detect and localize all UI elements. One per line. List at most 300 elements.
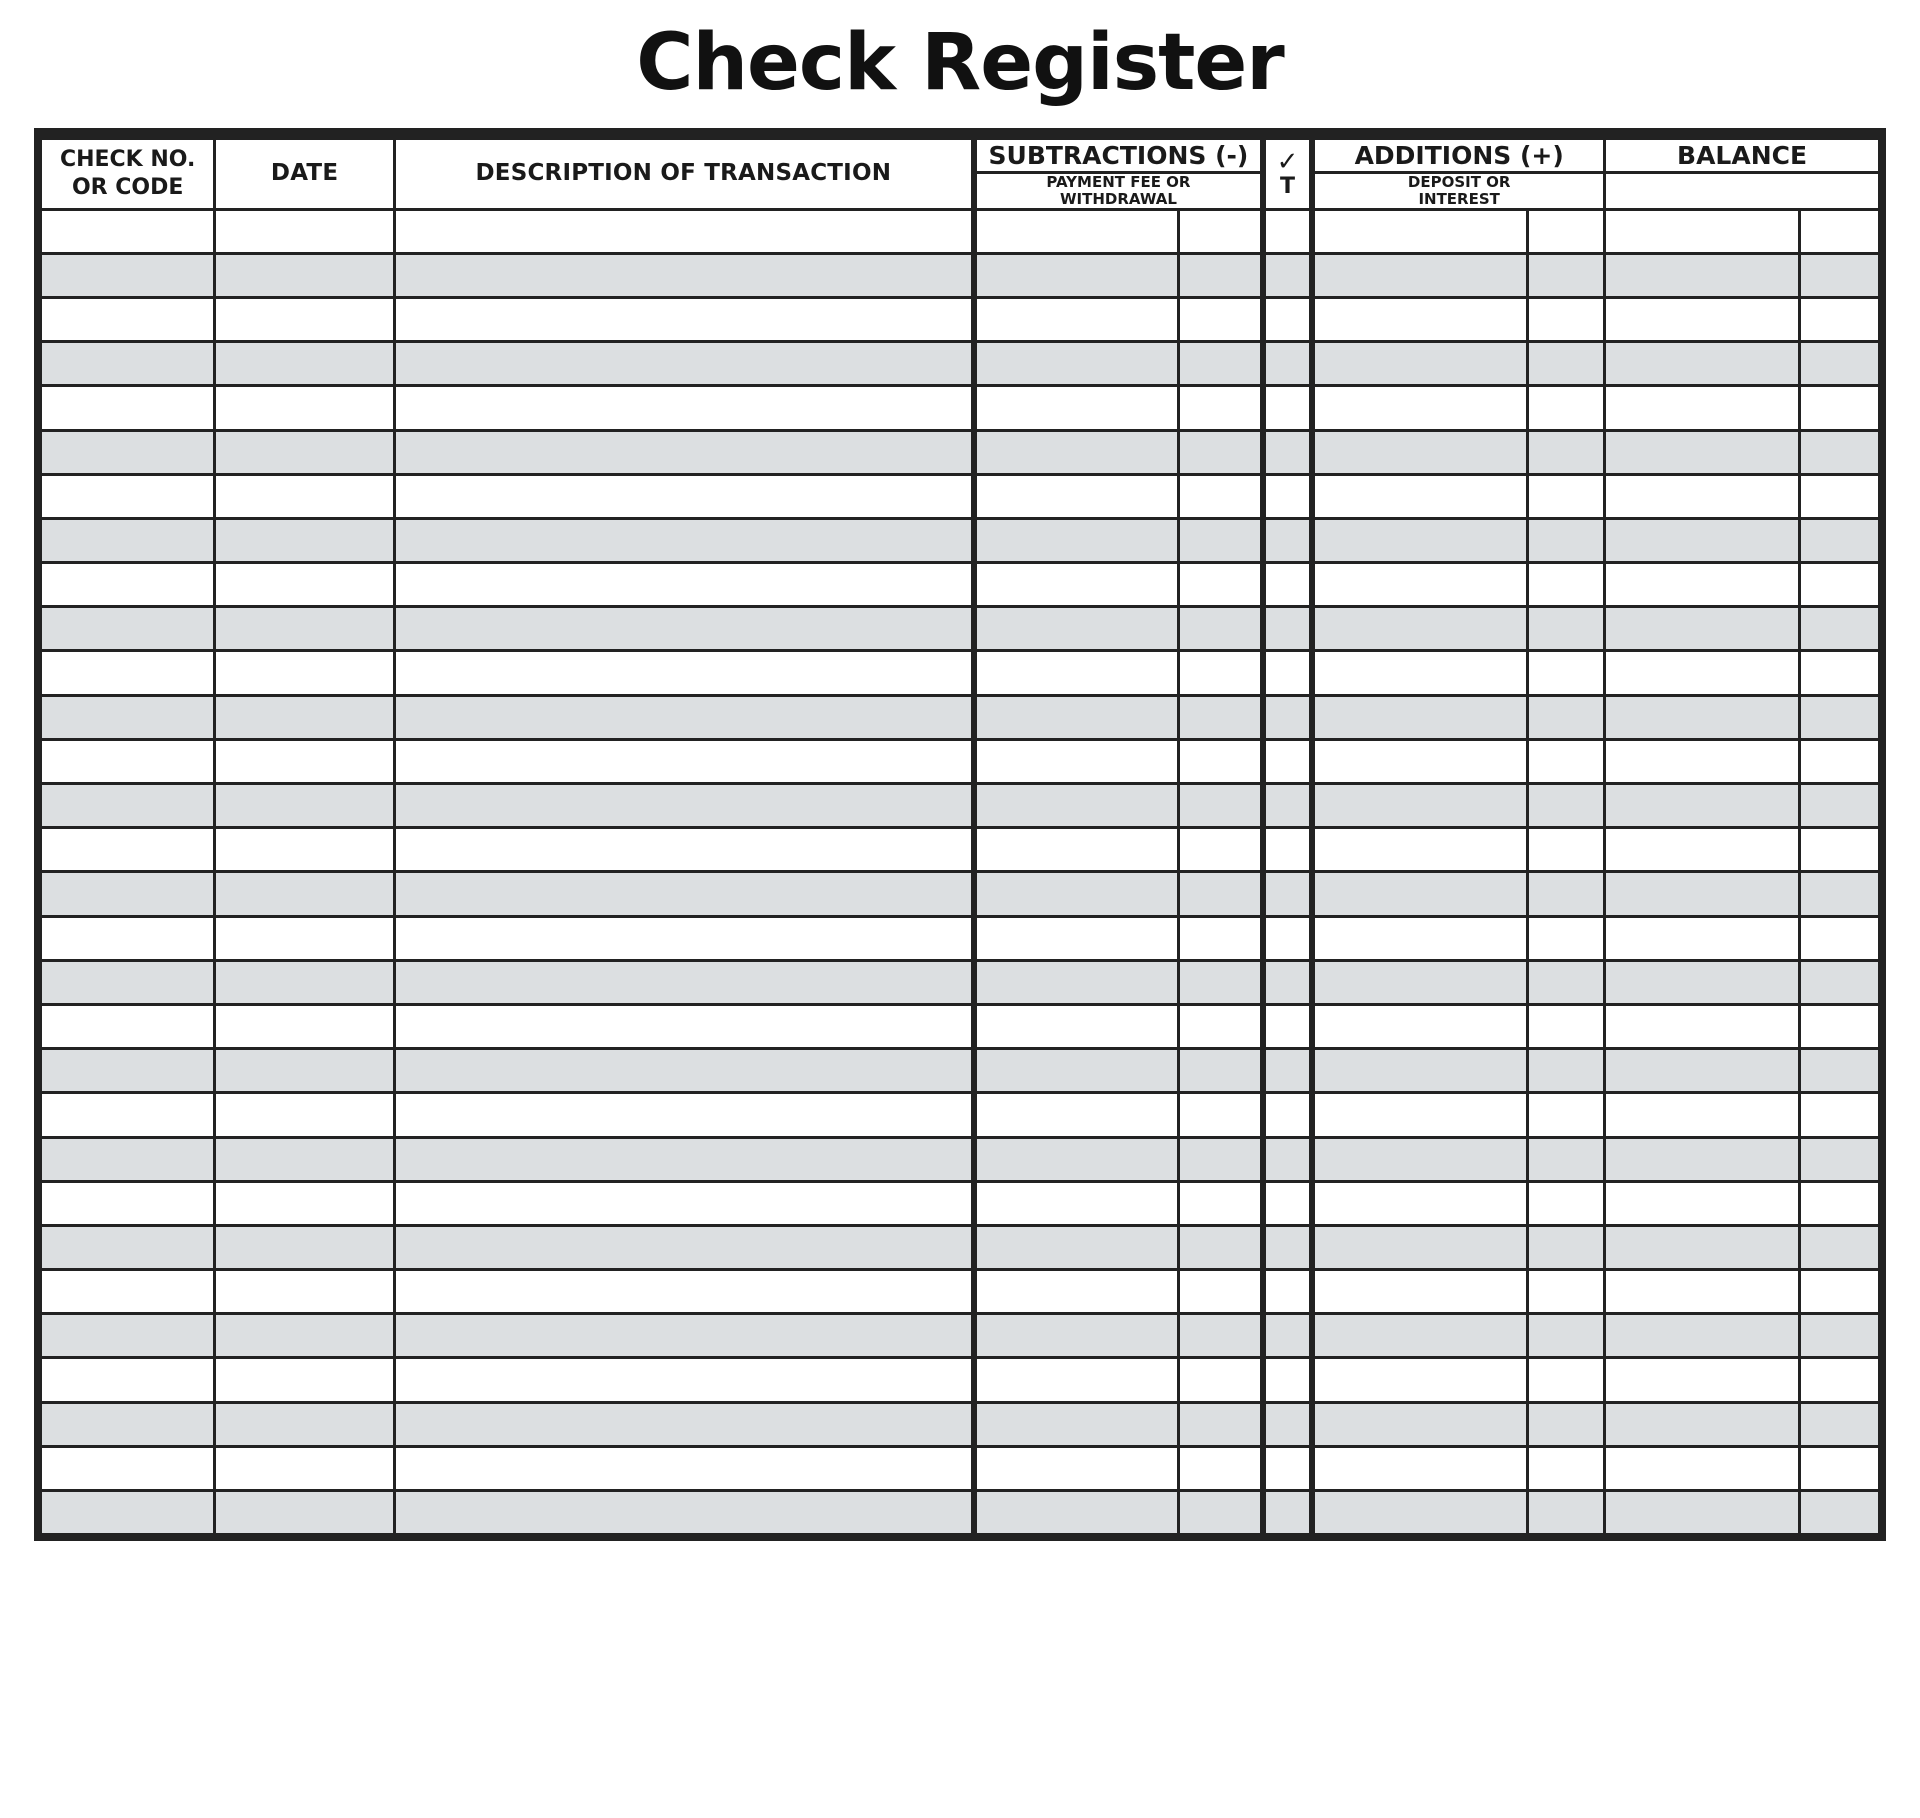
row-cell-tick[interactable] — [1263, 563, 1312, 607]
row-cell-check-no[interactable] — [41, 695, 215, 739]
row-cell-check-no[interactable] — [41, 209, 215, 253]
row-cell-tick[interactable] — [1263, 695, 1312, 739]
row-cell-balance-dollars[interactable] — [1605, 1491, 1800, 1535]
row-cell-check-no[interactable] — [41, 1093, 215, 1137]
row-cell-balance-cents[interactable] — [1799, 960, 1879, 1004]
row-cell-date[interactable] — [215, 430, 394, 474]
row-cell-payment-cents[interactable] — [1179, 695, 1263, 739]
row-cell-deposit-dollars[interactable] — [1312, 695, 1527, 739]
row-cell-deposit-dollars[interactable] — [1312, 1004, 1527, 1048]
row-cell-tick[interactable] — [1263, 1314, 1312, 1358]
row-cell-description[interactable] — [394, 297, 973, 341]
row-cell-deposit-cents[interactable] — [1528, 607, 1605, 651]
row-cell-balance-cents[interactable] — [1799, 916, 1879, 960]
row-cell-check-no[interactable] — [41, 563, 215, 607]
row-cell-description[interactable] — [394, 1270, 973, 1314]
row-cell-date[interactable] — [215, 1049, 394, 1093]
row-cell-deposit-dollars[interactable] — [1312, 563, 1527, 607]
row-cell-balance-cents[interactable] — [1799, 784, 1879, 828]
row-cell-tick[interactable] — [1263, 1093, 1312, 1137]
row-cell-balance-cents[interactable] — [1799, 607, 1879, 651]
row-cell-check-no[interactable] — [41, 607, 215, 651]
row-cell-deposit-dollars[interactable] — [1312, 430, 1527, 474]
row-cell-balance-cents[interactable] — [1799, 739, 1879, 783]
row-cell-payment-dollars[interactable] — [974, 1446, 1179, 1490]
row-cell-date[interactable] — [215, 209, 394, 253]
row-cell-payment-dollars[interactable] — [974, 607, 1179, 651]
table-row[interactable] — [41, 1314, 1880, 1358]
row-cell-balance-cents[interactable] — [1799, 695, 1879, 739]
row-cell-description[interactable] — [394, 563, 973, 607]
row-cell-check-no[interactable] — [41, 1358, 215, 1402]
row-cell-payment-cents[interactable] — [1179, 1225, 1263, 1269]
row-cell-description[interactable] — [394, 342, 973, 386]
table-row[interactable] — [41, 209, 1880, 253]
row-cell-tick[interactable] — [1263, 253, 1312, 297]
row-cell-tick[interactable] — [1263, 1402, 1312, 1446]
row-cell-check-no[interactable] — [41, 739, 215, 783]
table-row[interactable] — [41, 386, 1880, 430]
row-cell-balance-dollars[interactable] — [1605, 739, 1800, 783]
row-cell-balance-cents[interactable] — [1799, 209, 1879, 253]
row-cell-deposit-dollars[interactable] — [1312, 1446, 1527, 1490]
row-cell-date[interactable] — [215, 695, 394, 739]
row-cell-tick[interactable] — [1263, 209, 1312, 253]
row-cell-balance-dollars[interactable] — [1605, 1049, 1800, 1093]
row-cell-balance-dollars[interactable] — [1605, 960, 1800, 1004]
row-cell-tick[interactable] — [1263, 916, 1312, 960]
row-cell-deposit-cents[interactable] — [1528, 474, 1605, 518]
row-cell-payment-dollars[interactable] — [974, 1093, 1179, 1137]
row-cell-tick[interactable] — [1263, 784, 1312, 828]
row-cell-tick[interactable] — [1263, 1491, 1312, 1535]
row-cell-balance-dollars[interactable] — [1605, 1402, 1800, 1446]
row-cell-payment-cents[interactable] — [1179, 1004, 1263, 1048]
row-cell-date[interactable] — [215, 739, 394, 783]
row-cell-description[interactable] — [394, 430, 973, 474]
row-cell-tick[interactable] — [1263, 518, 1312, 562]
row-cell-deposit-dollars[interactable] — [1312, 253, 1527, 297]
row-cell-deposit-dollars[interactable] — [1312, 607, 1527, 651]
row-cell-description[interactable] — [394, 739, 973, 783]
row-cell-balance-dollars[interactable] — [1605, 386, 1800, 430]
row-cell-payment-cents[interactable] — [1179, 1270, 1263, 1314]
row-cell-balance-cents[interactable] — [1799, 563, 1879, 607]
row-cell-payment-dollars[interactable] — [974, 695, 1179, 739]
row-cell-balance-dollars[interactable] — [1605, 784, 1800, 828]
row-cell-payment-dollars[interactable] — [974, 342, 1179, 386]
row-cell-check-no[interactable] — [41, 342, 215, 386]
row-cell-deposit-dollars[interactable] — [1312, 1402, 1527, 1446]
row-cell-payment-dollars[interactable] — [974, 563, 1179, 607]
row-cell-description[interactable] — [394, 1446, 973, 1490]
row-cell-description[interactable] — [394, 1093, 973, 1137]
row-cell-tick[interactable] — [1263, 1358, 1312, 1402]
row-cell-deposit-cents[interactable] — [1528, 828, 1605, 872]
row-cell-deposit-dollars[interactable] — [1312, 1270, 1527, 1314]
row-cell-check-no[interactable] — [41, 253, 215, 297]
row-cell-check-no[interactable] — [41, 960, 215, 1004]
row-cell-tick[interactable] — [1263, 651, 1312, 695]
row-cell-payment-dollars[interactable] — [974, 1270, 1179, 1314]
row-cell-payment-dollars[interactable] — [974, 1137, 1179, 1181]
row-cell-date[interactable] — [215, 960, 394, 1004]
row-cell-balance-cents[interactable] — [1799, 518, 1879, 562]
row-cell-payment-cents[interactable] — [1179, 916, 1263, 960]
table-row[interactable] — [41, 872, 1880, 916]
row-cell-check-no[interactable] — [41, 1004, 215, 1048]
row-cell-deposit-dollars[interactable] — [1312, 474, 1527, 518]
table-row[interactable] — [41, 1049, 1880, 1093]
row-cell-date[interactable] — [215, 342, 394, 386]
row-cell-deposit-dollars[interactable] — [1312, 651, 1527, 695]
row-cell-check-no[interactable] — [41, 784, 215, 828]
table-row[interactable] — [41, 1358, 1880, 1402]
row-cell-payment-cents[interactable] — [1179, 1491, 1263, 1535]
table-row[interactable] — [41, 960, 1880, 1004]
row-cell-date[interactable] — [215, 474, 394, 518]
row-cell-check-no[interactable] — [41, 1225, 215, 1269]
table-row[interactable] — [41, 342, 1880, 386]
row-cell-deposit-dollars[interactable] — [1312, 209, 1527, 253]
row-cell-deposit-dollars[interactable] — [1312, 1358, 1527, 1402]
row-cell-balance-dollars[interactable] — [1605, 828, 1800, 872]
row-cell-deposit-cents[interactable] — [1528, 1137, 1605, 1181]
row-cell-payment-cents[interactable] — [1179, 253, 1263, 297]
row-cell-deposit-dollars[interactable] — [1312, 1491, 1527, 1535]
row-cell-deposit-cents[interactable] — [1528, 253, 1605, 297]
row-cell-description[interactable] — [394, 1004, 973, 1048]
row-cell-payment-dollars[interactable] — [974, 518, 1179, 562]
row-cell-balance-dollars[interactable] — [1605, 916, 1800, 960]
row-cell-balance-dollars[interactable] — [1605, 607, 1800, 651]
table-row[interactable] — [41, 784, 1880, 828]
row-cell-tick[interactable] — [1263, 430, 1312, 474]
row-cell-deposit-dollars[interactable] — [1312, 1093, 1527, 1137]
row-cell-payment-cents[interactable] — [1179, 297, 1263, 341]
row-cell-balance-cents[interactable] — [1799, 1402, 1879, 1446]
row-cell-deposit-cents[interactable] — [1528, 1270, 1605, 1314]
row-cell-date[interactable] — [215, 1004, 394, 1048]
row-cell-payment-cents[interactable] — [1179, 209, 1263, 253]
row-cell-payment-dollars[interactable] — [974, 1491, 1179, 1535]
row-cell-check-no[interactable] — [41, 1446, 215, 1490]
table-row[interactable] — [41, 1137, 1880, 1181]
row-cell-deposit-dollars[interactable] — [1312, 1225, 1527, 1269]
row-cell-date[interactable] — [215, 784, 394, 828]
row-cell-payment-dollars[interactable] — [974, 430, 1179, 474]
row-cell-balance-dollars[interactable] — [1605, 430, 1800, 474]
row-cell-tick[interactable] — [1263, 1446, 1312, 1490]
row-cell-description[interactable] — [394, 1491, 973, 1535]
row-cell-deposit-dollars[interactable] — [1312, 872, 1527, 916]
table-row[interactable] — [41, 1270, 1880, 1314]
row-cell-description[interactable] — [394, 784, 973, 828]
row-cell-description[interactable] — [394, 209, 973, 253]
row-cell-balance-dollars[interactable] — [1605, 518, 1800, 562]
row-cell-deposit-dollars[interactable] — [1312, 518, 1527, 562]
row-cell-date[interactable] — [215, 253, 394, 297]
row-cell-date[interactable] — [215, 1402, 394, 1446]
row-cell-balance-cents[interactable] — [1799, 1181, 1879, 1225]
row-cell-deposit-cents[interactable] — [1528, 739, 1605, 783]
row-cell-balance-cents[interactable] — [1799, 1446, 1879, 1490]
row-cell-deposit-cents[interactable] — [1528, 1446, 1605, 1490]
row-cell-payment-dollars[interactable] — [974, 651, 1179, 695]
row-cell-tick[interactable] — [1263, 1270, 1312, 1314]
row-cell-balance-dollars[interactable] — [1605, 1137, 1800, 1181]
row-cell-deposit-cents[interactable] — [1528, 1491, 1605, 1535]
row-cell-date[interactable] — [215, 297, 394, 341]
row-cell-payment-cents[interactable] — [1179, 1137, 1263, 1181]
table-row[interactable] — [41, 607, 1880, 651]
row-cell-description[interactable] — [394, 253, 973, 297]
row-cell-balance-dollars[interactable] — [1605, 297, 1800, 341]
row-cell-balance-dollars[interactable] — [1605, 1004, 1800, 1048]
row-cell-description[interactable] — [394, 386, 973, 430]
row-cell-date[interactable] — [215, 1093, 394, 1137]
table-row[interactable] — [41, 739, 1880, 783]
row-cell-balance-cents[interactable] — [1799, 1137, 1879, 1181]
row-cell-payment-dollars[interactable] — [974, 784, 1179, 828]
row-cell-tick[interactable] — [1263, 1137, 1312, 1181]
row-cell-description[interactable] — [394, 1402, 973, 1446]
row-cell-balance-dollars[interactable] — [1605, 1446, 1800, 1490]
row-cell-balance-dollars[interactable] — [1605, 1181, 1800, 1225]
row-cell-payment-dollars[interactable] — [974, 474, 1179, 518]
row-cell-balance-cents[interactable] — [1799, 1270, 1879, 1314]
row-cell-date[interactable] — [215, 916, 394, 960]
row-cell-deposit-cents[interactable] — [1528, 916, 1605, 960]
row-cell-payment-dollars[interactable] — [974, 1225, 1179, 1269]
row-cell-payment-dollars[interactable] — [974, 1314, 1179, 1358]
row-cell-deposit-dollars[interactable] — [1312, 784, 1527, 828]
row-cell-deposit-dollars[interactable] — [1312, 1181, 1527, 1225]
row-cell-date[interactable] — [215, 386, 394, 430]
row-cell-check-no[interactable] — [41, 651, 215, 695]
table-row[interactable] — [41, 651, 1880, 695]
row-cell-check-no[interactable] — [41, 386, 215, 430]
row-cell-payment-cents[interactable] — [1179, 1402, 1263, 1446]
row-cell-date[interactable] — [215, 1491, 394, 1535]
row-cell-balance-cents[interactable] — [1799, 1491, 1879, 1535]
row-cell-description[interactable] — [394, 518, 973, 562]
table-row[interactable] — [41, 1446, 1880, 1490]
row-cell-tick[interactable] — [1263, 960, 1312, 1004]
row-cell-tick[interactable] — [1263, 607, 1312, 651]
row-cell-deposit-cents[interactable] — [1528, 1314, 1605, 1358]
row-cell-balance-cents[interactable] — [1799, 342, 1879, 386]
row-cell-balance-dollars[interactable] — [1605, 872, 1800, 916]
row-cell-deposit-dollars[interactable] — [1312, 342, 1527, 386]
row-cell-payment-cents[interactable] — [1179, 1049, 1263, 1093]
row-cell-payment-dollars[interactable] — [974, 739, 1179, 783]
row-cell-payment-cents[interactable] — [1179, 784, 1263, 828]
row-cell-check-no[interactable] — [41, 1270, 215, 1314]
row-cell-payment-dollars[interactable] — [974, 1004, 1179, 1048]
row-cell-payment-cents[interactable] — [1179, 474, 1263, 518]
row-cell-balance-cents[interactable] — [1799, 1358, 1879, 1402]
row-cell-deposit-dollars[interactable] — [1312, 386, 1527, 430]
row-cell-payment-cents[interactable] — [1179, 607, 1263, 651]
row-cell-description[interactable] — [394, 1358, 973, 1402]
row-cell-deposit-cents[interactable] — [1528, 1181, 1605, 1225]
row-cell-description[interactable] — [394, 1314, 973, 1358]
row-cell-description[interactable] — [394, 1181, 973, 1225]
row-cell-check-no[interactable] — [41, 828, 215, 872]
table-row[interactable] — [41, 297, 1880, 341]
row-cell-check-no[interactable] — [41, 1049, 215, 1093]
row-cell-balance-dollars[interactable] — [1605, 474, 1800, 518]
row-cell-tick[interactable] — [1263, 386, 1312, 430]
row-cell-payment-dollars[interactable] — [974, 828, 1179, 872]
row-cell-description[interactable] — [394, 651, 973, 695]
row-cell-payment-dollars[interactable] — [974, 1358, 1179, 1402]
table-row[interactable] — [41, 518, 1880, 562]
row-cell-balance-cents[interactable] — [1799, 297, 1879, 341]
table-row[interactable] — [41, 1402, 1880, 1446]
row-cell-check-no[interactable] — [41, 1137, 215, 1181]
table-row[interactable] — [41, 1225, 1880, 1269]
row-cell-payment-dollars[interactable] — [974, 209, 1179, 253]
row-cell-description[interactable] — [394, 1137, 973, 1181]
row-cell-date[interactable] — [215, 1358, 394, 1402]
row-cell-tick[interactable] — [1263, 1225, 1312, 1269]
row-cell-date[interactable] — [215, 1225, 394, 1269]
row-cell-check-no[interactable] — [41, 474, 215, 518]
row-cell-date[interactable] — [215, 1314, 394, 1358]
table-row[interactable] — [41, 1004, 1880, 1048]
row-cell-check-no[interactable] — [41, 916, 215, 960]
row-cell-balance-dollars[interactable] — [1605, 695, 1800, 739]
table-row[interactable] — [41, 430, 1880, 474]
row-cell-description[interactable] — [394, 474, 973, 518]
table-row[interactable] — [41, 1181, 1880, 1225]
row-cell-deposit-dollars[interactable] — [1312, 1137, 1527, 1181]
table-row[interactable] — [41, 474, 1880, 518]
row-cell-date[interactable] — [215, 828, 394, 872]
row-cell-balance-cents[interactable] — [1799, 386, 1879, 430]
row-cell-deposit-cents[interactable] — [1528, 784, 1605, 828]
row-cell-balance-dollars[interactable] — [1605, 563, 1800, 607]
table-row[interactable] — [41, 253, 1880, 297]
row-cell-payment-cents[interactable] — [1179, 1314, 1263, 1358]
table-row[interactable] — [41, 828, 1880, 872]
row-cell-check-no[interactable] — [41, 1314, 215, 1358]
row-cell-deposit-dollars[interactable] — [1312, 828, 1527, 872]
row-cell-balance-dollars[interactable] — [1605, 1358, 1800, 1402]
row-cell-deposit-cents[interactable] — [1528, 1049, 1605, 1093]
row-cell-check-no[interactable] — [41, 1402, 215, 1446]
row-cell-date[interactable] — [215, 563, 394, 607]
row-cell-check-no[interactable] — [41, 872, 215, 916]
row-cell-payment-dollars[interactable] — [974, 253, 1179, 297]
row-cell-payment-cents[interactable] — [1179, 342, 1263, 386]
row-cell-description[interactable] — [394, 916, 973, 960]
row-cell-description[interactable] — [394, 607, 973, 651]
row-cell-balance-dollars[interactable] — [1605, 209, 1800, 253]
row-cell-description[interactable] — [394, 828, 973, 872]
row-cell-payment-cents[interactable] — [1179, 1093, 1263, 1137]
row-cell-check-no[interactable] — [41, 297, 215, 341]
row-cell-deposit-cents[interactable] — [1528, 1225, 1605, 1269]
row-cell-balance-cents[interactable] — [1799, 1225, 1879, 1269]
row-cell-deposit-cents[interactable] — [1528, 209, 1605, 253]
row-cell-balance-dollars[interactable] — [1605, 1093, 1800, 1137]
row-cell-payment-dollars[interactable] — [974, 1402, 1179, 1446]
row-cell-payment-cents[interactable] — [1179, 872, 1263, 916]
row-cell-payment-cents[interactable] — [1179, 518, 1263, 562]
row-cell-payment-dollars[interactable] — [974, 916, 1179, 960]
row-cell-deposit-dollars[interactable] — [1312, 1049, 1527, 1093]
row-cell-deposit-cents[interactable] — [1528, 1093, 1605, 1137]
row-cell-description[interactable] — [394, 1049, 973, 1093]
row-cell-deposit-dollars[interactable] — [1312, 916, 1527, 960]
row-cell-date[interactable] — [215, 872, 394, 916]
row-cell-payment-cents[interactable] — [1179, 960, 1263, 1004]
row-cell-check-no[interactable] — [41, 518, 215, 562]
row-cell-balance-cents[interactable] — [1799, 1004, 1879, 1048]
row-cell-payment-dollars[interactable] — [974, 1049, 1179, 1093]
row-cell-balance-dollars[interactable] — [1605, 1225, 1800, 1269]
row-cell-payment-dollars[interactable] — [974, 386, 1179, 430]
row-cell-balance-dollars[interactable] — [1605, 1314, 1800, 1358]
row-cell-date[interactable] — [215, 1137, 394, 1181]
row-cell-balance-cents[interactable] — [1799, 474, 1879, 518]
row-cell-payment-cents[interactable] — [1179, 1181, 1263, 1225]
row-cell-deposit-cents[interactable] — [1528, 297, 1605, 341]
row-cell-tick[interactable] — [1263, 474, 1312, 518]
row-cell-payment-cents[interactable] — [1179, 651, 1263, 695]
row-cell-deposit-cents[interactable] — [1528, 430, 1605, 474]
row-cell-deposit-cents[interactable] — [1528, 563, 1605, 607]
row-cell-payment-cents[interactable] — [1179, 1446, 1263, 1490]
table-row[interactable] — [41, 1093, 1880, 1137]
row-cell-tick[interactable] — [1263, 342, 1312, 386]
row-cell-payment-dollars[interactable] — [974, 960, 1179, 1004]
table-row[interactable] — [41, 563, 1880, 607]
table-row[interactable] — [41, 1491, 1880, 1535]
row-cell-deposit-cents[interactable] — [1528, 1402, 1605, 1446]
row-cell-description[interactable] — [394, 960, 973, 1004]
row-cell-deposit-cents[interactable] — [1528, 695, 1605, 739]
row-cell-check-no[interactable] — [41, 430, 215, 474]
row-cell-payment-cents[interactable] — [1179, 828, 1263, 872]
row-cell-payment-cents[interactable] — [1179, 430, 1263, 474]
row-cell-payment-cents[interactable] — [1179, 563, 1263, 607]
row-cell-deposit-dollars[interactable] — [1312, 739, 1527, 783]
row-cell-balance-cents[interactable] — [1799, 253, 1879, 297]
row-cell-balance-cents[interactable] — [1799, 872, 1879, 916]
row-cell-balance-cents[interactable] — [1799, 1049, 1879, 1093]
row-cell-payment-cents[interactable] — [1179, 386, 1263, 430]
row-cell-deposit-cents[interactable] — [1528, 1358, 1605, 1402]
row-cell-payment-cents[interactable] — [1179, 739, 1263, 783]
row-cell-balance-dollars[interactable] — [1605, 253, 1800, 297]
table-row[interactable] — [41, 695, 1880, 739]
row-cell-balance-dollars[interactable] — [1605, 651, 1800, 695]
row-cell-deposit-cents[interactable] — [1528, 651, 1605, 695]
row-cell-payment-dollars[interactable] — [974, 872, 1179, 916]
row-cell-balance-cents[interactable] — [1799, 651, 1879, 695]
row-cell-deposit-cents[interactable] — [1528, 1004, 1605, 1048]
row-cell-deposit-dollars[interactable] — [1312, 297, 1527, 341]
row-cell-deposit-cents[interactable] — [1528, 960, 1605, 1004]
row-cell-payment-dollars[interactable] — [974, 297, 1179, 341]
row-cell-payment-dollars[interactable] — [974, 1181, 1179, 1225]
row-cell-balance-cents[interactable] — [1799, 828, 1879, 872]
row-cell-date[interactable] — [215, 1181, 394, 1225]
